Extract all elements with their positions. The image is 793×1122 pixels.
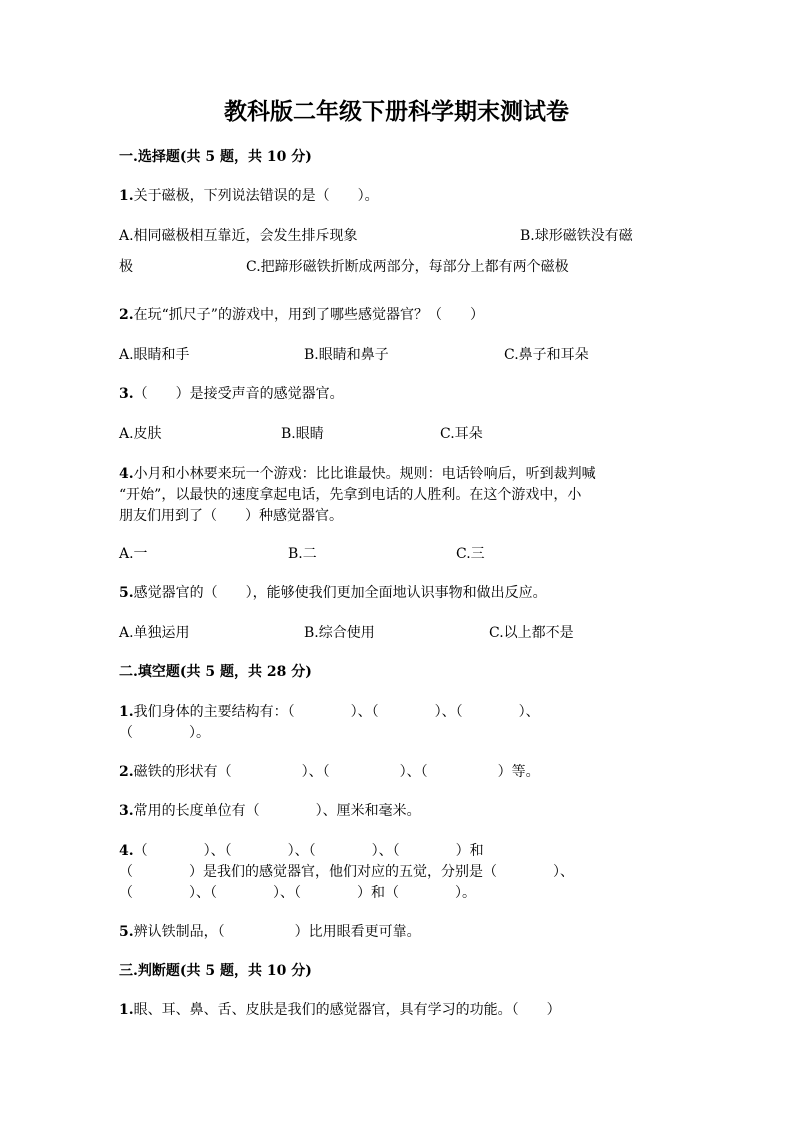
question-text: 眼、耳、鼻、舌、皮肤是我们的感觉器官，具有学习的功能。（ ）: [133, 1002, 561, 1018]
question-number: 1.: [119, 188, 134, 204]
question-number: 3.: [119, 386, 134, 402]
option-b-continued: 极: [119, 259, 133, 275]
option-c: C.以上都不是: [489, 625, 574, 641]
question-1-4: [119, 463, 596, 485]
question-text: 辨认铁制品，（ ）比用眼看更可靠。: [133, 924, 421, 940]
question-1-3: [119, 383, 344, 405]
question-text: （ ）是接受声音的感觉器官。: [133, 386, 344, 402]
question-text-line-2: “开始”，以最快的速度拿起电话，先拿到电话的人胜利。在这个游戏中，小: [119, 487, 582, 503]
option-a: A.单独运用: [119, 625, 190, 641]
option-b: B.眼睛和鼻子: [304, 347, 389, 363]
section-heading-fill: 二.填空题(共 5 题，共 28 分): [119, 664, 312, 680]
question-2-4: [119, 840, 484, 862]
option-c: C.耳朵: [440, 426, 483, 442]
question-text: 感觉器官的（ ），能够使我们更加全面地认识事物和做出反应。: [133, 585, 547, 601]
question-number: 4.: [119, 843, 134, 859]
question-text: 磁铁的形状有（ ）、（ ）、（ ）等。: [133, 764, 540, 780]
option-a: A.眼睛和手: [119, 347, 190, 363]
option-c: C.三: [456, 546, 485, 562]
question-number: 5.: [119, 585, 134, 601]
question-number: 2.: [119, 307, 134, 323]
question-1-5: [119, 582, 547, 604]
section-heading-choice: 一.选择题(共 5 题，共 10 分): [119, 149, 312, 165]
option-a: A.皮肤: [119, 426, 162, 442]
option-a: A.一: [119, 546, 148, 562]
option-c: C.鼻子和耳朵: [504, 347, 589, 363]
section-heading-judge: 三.判断题(共 5 题，共 10 分): [119, 963, 312, 979]
question-number: 3.: [119, 803, 134, 819]
question-2-2: [119, 761, 540, 783]
page-title: 教科版二年级下册科学期末测试卷: [224, 98, 569, 125]
question-text-line-1: （ ）、（ ）、（ ）、（ ）和: [133, 843, 484, 859]
option-c: C.把蹄形磁铁折断成两部分，每部分上都有两个磁极: [246, 259, 569, 275]
question-1-1: [119, 185, 379, 207]
question-text: 在玩“抓尺子”的游戏中，用到了哪些感觉器官？（ ）: [133, 307, 484, 323]
question-2-3: [119, 800, 421, 822]
question-text-line-3: （ ）、（ ）、（ ）和（ ）。: [119, 885, 476, 901]
question-2-5: [119, 921, 421, 943]
question-text-line-3: 朋友们用到了（ ）种感觉器官。: [119, 508, 343, 524]
question-text-line-1: 小月和小林要来玩一个游戏：比比谁最快。规则：电话铃响后，听到裁判喊: [133, 466, 596, 482]
question-text-line-2: （ ）是我们的感觉器官，他们对应的五觉，分别是（ ）、: [119, 864, 574, 880]
question-text: 常用的长度单位有（ ）、厘米和毫米。: [133, 803, 421, 819]
question-number: 4.: [119, 466, 134, 482]
question-2-1: [119, 701, 540, 723]
question-number: 1.: [119, 704, 134, 720]
question-number: 5.: [119, 924, 134, 940]
question-number: 2.: [119, 764, 134, 780]
option-b: B.球形磁铁没有磁: [520, 228, 633, 244]
question-text: 关于磁极，下列说法错误的是（ ）。: [133, 188, 379, 204]
option-b: B.二: [288, 546, 317, 562]
question-3-1: [119, 999, 561, 1021]
question-number: 1.: [119, 1002, 134, 1018]
option-b: B.综合使用: [304, 625, 375, 641]
question-1-2: [119, 304, 484, 326]
option-b: B.眼睛: [281, 426, 324, 442]
question-text-line-1: 我们身体的主要结构有：（ ）、（ ）、（ ）、: [133, 704, 540, 720]
option-a: A.相同磁极相互靠近，会发生排斥现象: [119, 228, 358, 244]
question-text-line-2: （ ）。: [119, 725, 210, 741]
